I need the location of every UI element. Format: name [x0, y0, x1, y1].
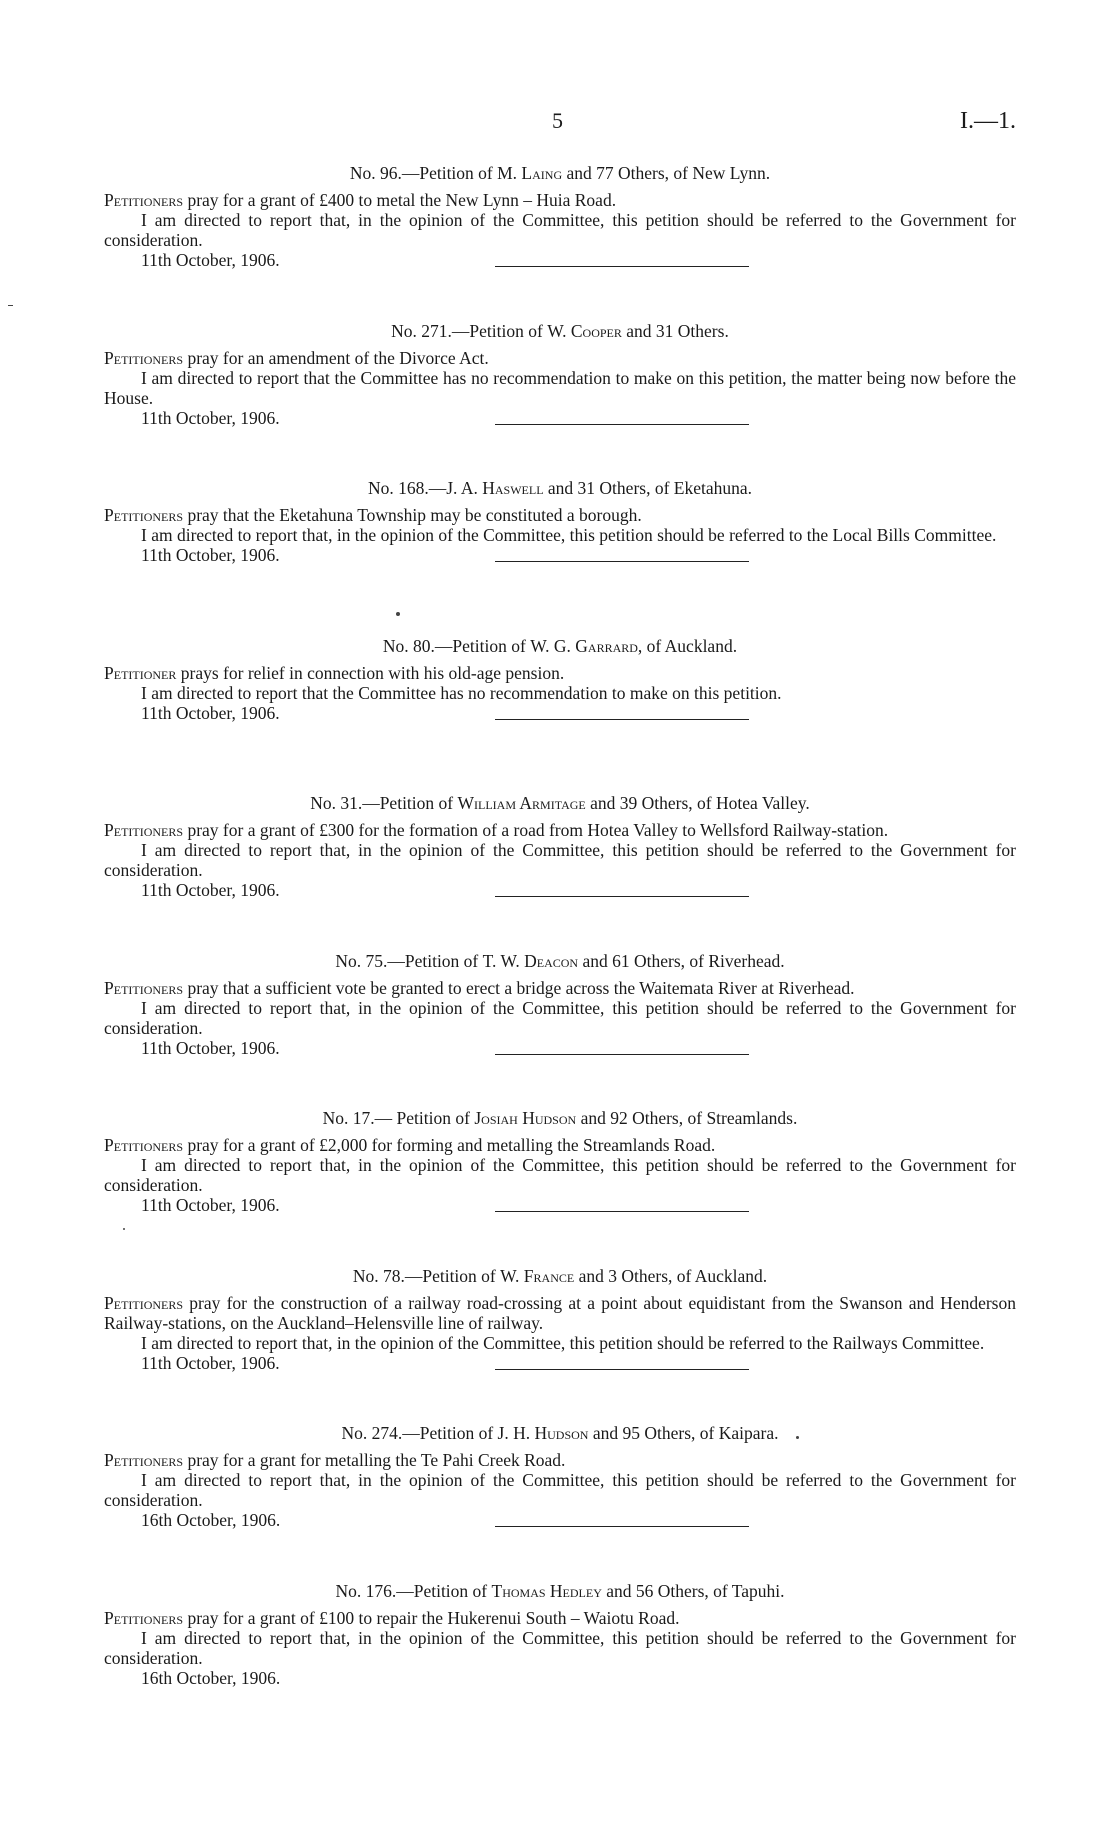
ink-speck [8, 305, 13, 306]
ink-speck [796, 1436, 799, 1439]
section-divider [495, 1526, 749, 1527]
report-date: 11th October, 1906. [141, 407, 280, 428]
petition-title: No. 31.—Petition of William Armitage and 39 Others, of Hotea Valley. [310, 793, 810, 813]
report-date: 11th October, 1906. [141, 1195, 280, 1215]
petition-entry [104, 636, 1016, 794]
report-date: 11th October, 1906. [141, 1352, 280, 1373]
committee-report: I am directed to report that, in the opinion of the Committee, this petition should be referred to the Government for consideration. [104, 840, 1016, 880]
report-date: 11th October, 1906. [141, 880, 280, 900]
petitioner-name: William Armitage [457, 793, 586, 813]
petition-prayer: Petitioner prays for relief in connection with his old-age pension. [104, 662, 565, 683]
petitioner-name: W. G. Garrard [530, 635, 638, 656]
petition-entry [104, 793, 1016, 951]
committee-report: I am directed to report that, in the opinion of the Committee, this petition should be referred to the Government for consideration. [104, 1470, 1016, 1510]
committee-report: I am directed to report that the Committee has no recommendation to make on this petition. [141, 682, 782, 703]
section-divider [495, 1054, 749, 1055]
ink-speck [123, 1228, 125, 1230]
petition-entry [104, 163, 1016, 321]
petition-title: No. 80.—Petition of W. G. Garrard, of Auckland. [382, 635, 738, 656]
section-divider [495, 1211, 749, 1212]
section-divider [495, 896, 749, 897]
section-divider [495, 561, 749, 562]
page-number: 5 [552, 108, 563, 133]
petition-prayer: Petitioners pray for a grant for metalling the Te Pahi Creek Road. [104, 1450, 566, 1470]
document-reference: I.—1. [960, 108, 1016, 134]
report-date: 16th October, 1906. [141, 1510, 281, 1530]
petition-prayer: Petitioners pray for a grant of £100 to repair the Hukerenui South – Waiotu Road. [104, 1607, 680, 1628]
petition-entry [104, 1108, 1016, 1266]
report-date: 11th October, 1906. [141, 702, 280, 723]
petition-prayer: Petitioners pray that the Eketahuna Township may be constituted a borough. [104, 505, 642, 525]
petition-prayer: Petitioners pray that a sufficient vote be granted to erect a bridge across the Waitemata River at Riverhead. [104, 977, 855, 998]
section-divider [495, 719, 749, 720]
petition-title: No. 176.—Petition of Thomas Hedley and 56 Others, of Tapuhi. [335, 1580, 785, 1601]
committee-report: I am directed to report that, in the opinion of the Committee, this petition should be referred to the Local Bills Committee. [141, 525, 997, 545]
petitioner-name: W. Cooper [547, 320, 622, 341]
report-date: 16th October, 1906. [141, 1667, 281, 1688]
section-divider [495, 266, 749, 267]
petition-entry [104, 1423, 1016, 1581]
petition-prayer: Petitioners pray for the construction of a railway road-crossing at a point about equidistant from the Swanson and Henderson Railway-stations, on the Auckland–Helensville line of railway. [104, 1292, 1016, 1333]
ink-speck [396, 612, 400, 616]
petition-entry [104, 951, 1016, 1109]
petition-prayer: Petitioners pray for a grant of £300 for the formation of a road from Hotea Valley to Wellsford Railway-station. [104, 820, 889, 840]
report-date: 11th October, 1906. [141, 250, 280, 270]
committee-report: I am directed to report that, in the opinion of the Committee, this petition should be referred to the Government for consideration. [104, 1627, 1016, 1668]
committee-report: I am directed to report that, in the opinion of the Committee, this petition should be referred to the Government for consideration. [104, 997, 1016, 1038]
petition-title: No. 17.— Petition of Josiah Hudson and 92 Others, of Streamlands. [322, 1108, 798, 1128]
petitioner-name: Thomas Hedley [491, 1580, 602, 1601]
petition-entry [104, 478, 1016, 636]
petitioner-name: W. France [500, 1265, 575, 1286]
section-divider [495, 1369, 749, 1370]
petition-entry [104, 1581, 1016, 1739]
petitioner-name: M. Laing [497, 163, 563, 183]
petition-entry [104, 1266, 1016, 1424]
page-header [0, 108, 1114, 138]
report-date: 11th October, 1906. [141, 545, 280, 565]
petition-title: No. 168.—J. A. Haswell and 31 Others, of Eketahuna. [367, 478, 753, 498]
section-divider [495, 424, 749, 425]
petition-title: No. 96.—Petition of M. Laing and 77 Others, of New Lynn. [349, 163, 771, 183]
report-date: 11th October, 1906. [141, 1037, 280, 1058]
petition-title: No. 271.—Petition of W. Cooper and 31 Others. [391, 320, 729, 341]
committee-report: I am directed to report that the Committee has no recommendation to make on this petition, the matter being now before the House. [104, 367, 1016, 408]
petitioner-name: T. W. Deacon [482, 950, 579, 971]
petitioner-name: J. H. Hudson [497, 1423, 589, 1443]
petition-prayer: Petitioners pray for a grant of £2,000 for forming and metalling the Streamlands Road. [104, 1135, 716, 1155]
petition-prayer: Petitioners pray for a grant of £400 to metal the New Lynn – Huia Road. [104, 190, 617, 210]
petition-title: No. 78.—Petition of W. France and 3 Others, of Auckland. [352, 1265, 768, 1286]
petition-title: No. 75.—Petition of T. W. Deacon and 61 Others, of Riverhead. [335, 950, 785, 971]
petition-title: No. 274.—Petition of J. H. Hudson and 95 Others, of Kaipara. [341, 1423, 779, 1443]
committee-report: I am directed to report that, in the opinion of the Committee, this petition should be referred to the Government for consideration. [104, 1155, 1016, 1195]
petition-entry [104, 321, 1016, 479]
petitioner-name: Josiah Hudson [474, 1108, 577, 1128]
petition-prayer: Petitioners pray for an amendment of the Divorce Act. [104, 347, 489, 368]
committee-report: I am directed to report that, in the opinion of the Committee, this petition should be referred to the Government for consideration. [104, 210, 1016, 250]
petitions-list [104, 163, 1016, 1738]
committee-report: I am directed to report that, in the opinion of the Committee, this petition should be referred to the Railways Committee. [141, 1332, 985, 1353]
petitioner-name: J. A. Haswell [446, 478, 544, 498]
